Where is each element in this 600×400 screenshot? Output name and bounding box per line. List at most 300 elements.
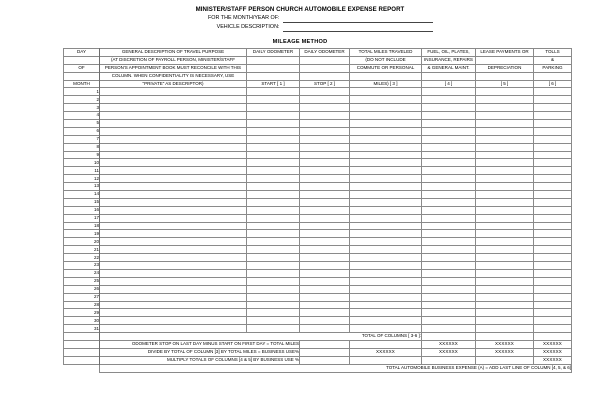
table-row	[64, 96, 572, 104]
entry-cell-odometer-stop[interactable]	[300, 325, 350, 333]
final-total-label: TOTAL AUTOMOBILE BUSINESS EXPENSE (A) = ADD LAST LINE OF COLUMN [4, 5, & 6]	[100, 364, 572, 372]
entry-cell-description[interactable]	[100, 254, 247, 262]
entry-cell-total-miles[interactable]	[350, 120, 422, 128]
entry-cell-tolls[interactable]	[534, 88, 572, 96]
entry-cell-tolls[interactable]	[534, 104, 572, 112]
entry-cell-tolls[interactable]	[534, 191, 572, 199]
entry-cell-total-miles[interactable]	[350, 277, 422, 285]
entry-cell-total-miles[interactable]	[350, 88, 422, 96]
entry-cell-tolls[interactable]	[534, 198, 572, 206]
method-title: MILEAGE METHOD	[272, 39, 328, 45]
entry-cell-fuel[interactable]	[422, 309, 476, 317]
entry-cell-fuel[interactable]	[422, 246, 476, 254]
entry-cell-fuel[interactable]	[422, 167, 476, 175]
summary-value-tolls[interactable]: XXXXXX	[534, 340, 572, 348]
entry-cell-fuel[interactable]	[422, 230, 476, 238]
entry-cell-total-miles[interactable]	[350, 269, 422, 277]
entry-cell-odometer-stop[interactable]	[300, 96, 350, 104]
day-number: 23	[64, 262, 100, 270]
summary-row	[64, 333, 572, 341]
entry-cell-lease[interactable]	[476, 104, 534, 112]
entry-cell-lease[interactable]	[476, 277, 534, 285]
entry-cell-odometer-start[interactable]	[247, 96, 300, 104]
entry-cell-lease[interactable]	[476, 246, 534, 254]
entry-cell-odometer-stop[interactable]	[300, 230, 350, 238]
entry-cell-odometer-stop[interactable]	[300, 191, 350, 199]
entry-cell-fuel[interactable]	[422, 238, 476, 246]
table-row	[64, 317, 572, 325]
entry-cell-total-miles[interactable]	[350, 309, 422, 317]
entry-cell-total-miles[interactable]	[350, 325, 422, 333]
summary-value-total-miles[interactable]: XXXXXX	[350, 348, 422, 356]
summary-value-fuel[interactable]	[422, 333, 476, 341]
header-cell-tolls: PARKING	[534, 64, 572, 72]
table-row	[64, 238, 572, 246]
entry-cell-fuel[interactable]	[422, 269, 476, 277]
entry-cell-odometer-start[interactable]	[247, 293, 300, 301]
entry-cell-odometer-start[interactable]	[247, 175, 300, 183]
entry-cell-description[interactable]	[100, 120, 247, 128]
entry-cell-fuel[interactable]	[422, 175, 476, 183]
entry-cell-odometer-start[interactable]	[247, 135, 300, 143]
table-header-row	[64, 49, 572, 57]
entry-cell-description[interactable]	[100, 175, 247, 183]
entry-cell-odometer-start[interactable]	[247, 230, 300, 238]
entry-cell-description[interactable]	[100, 96, 247, 104]
entry-cell-lease[interactable]	[476, 230, 534, 238]
entry-cell-total-miles[interactable]	[350, 222, 422, 230]
entry-cell-lease[interactable]	[476, 135, 534, 143]
summary-value-fuel[interactable]: XXXXXX	[422, 340, 476, 348]
entry-cell-tolls[interactable]	[534, 285, 572, 293]
entry-cell-total-miles[interactable]	[350, 159, 422, 167]
entry-cell-total-miles[interactable]	[350, 301, 422, 309]
entry-cell-lease[interactable]	[476, 183, 534, 191]
entry-cell-lease[interactable]	[476, 206, 534, 214]
entry-cell-lease[interactable]	[476, 325, 534, 333]
entry-cell-odometer-start[interactable]	[247, 183, 300, 191]
entry-cell-fuel[interactable]	[422, 285, 476, 293]
entry-cell-description[interactable]	[100, 309, 247, 317]
entry-cell-odometer-start[interactable]	[247, 262, 300, 270]
entry-cell-description[interactable]	[100, 159, 247, 167]
vehicle-description-input[interactable]	[283, 24, 433, 32]
entry-cell-total-miles[interactable]	[350, 143, 422, 151]
entry-cell-tolls[interactable]	[534, 293, 572, 301]
entry-cell-odometer-stop[interactable]	[300, 151, 350, 159]
entry-cell-tolls[interactable]	[534, 325, 572, 333]
page-title: MINISTER/STAFF PERSON CHURCH AUTOMOBILE EXPENSE REPORT	[195, 6, 405, 13]
entry-cell-fuel[interactable]	[422, 198, 476, 206]
summary-value-odometer-stop[interactable]	[300, 348, 350, 356]
summary-value-lease[interactable]	[476, 333, 534, 341]
summary-value-tolls[interactable]: XXXXXX	[534, 356, 572, 364]
entry-cell-lease[interactable]	[476, 254, 534, 262]
entry-cell-odometer-start[interactable]	[247, 88, 300, 96]
entry-cell-odometer-stop[interactable]	[300, 285, 350, 293]
summary-value-lease[interactable]: XXXXXX	[476, 348, 534, 356]
day-number: 15	[64, 198, 100, 206]
entry-cell-description[interactable]	[100, 104, 247, 112]
entry-cell-odometer-stop[interactable]	[300, 214, 350, 222]
table-header-row	[64, 56, 572, 64]
entry-cell-description[interactable]	[100, 222, 247, 230]
entry-cell-odometer-stop[interactable]	[300, 159, 350, 167]
summary-value-odometer-stop[interactable]	[300, 356, 350, 364]
header-cell-fuel: FUEL, OIL, PLATES,	[422, 49, 476, 57]
header-cell-lease: LEASE PAYMENTS OR	[476, 49, 534, 57]
entry-cell-odometer-start[interactable]	[247, 127, 300, 135]
entry-cell-odometer-stop[interactable]	[300, 175, 350, 183]
table-row	[64, 143, 572, 151]
entry-cell-description[interactable]	[100, 143, 247, 151]
day-number: 29	[64, 309, 100, 317]
header-cell-odometer-stop: DAILY ODOMETER	[300, 49, 350, 57]
entry-cell-odometer-stop[interactable]	[300, 135, 350, 143]
entry-cell-lease[interactable]	[476, 285, 534, 293]
entry-cell-fuel[interactable]	[422, 183, 476, 191]
entry-cell-odometer-stop[interactable]	[300, 309, 350, 317]
summary-day-spacer	[64, 340, 100, 348]
entry-cell-tolls[interactable]	[534, 246, 572, 254]
entry-cell-tolls[interactable]	[534, 175, 572, 183]
entry-cell-fuel[interactable]	[422, 96, 476, 104]
entry-cell-total-miles[interactable]	[350, 191, 422, 199]
day-number: 2	[64, 96, 100, 104]
entry-cell-odometer-start[interactable]	[247, 151, 300, 159]
entry-cell-description[interactable]	[100, 112, 247, 120]
entry-cell-total-miles[interactable]	[350, 183, 422, 191]
entry-cell-tolls[interactable]	[534, 206, 572, 214]
summary-value-tolls[interactable]	[534, 333, 572, 341]
entry-cell-fuel[interactable]	[422, 191, 476, 199]
entry-cell-description[interactable]	[100, 198, 247, 206]
entry-cell-odometer-start[interactable]	[247, 104, 300, 112]
entry-cell-tolls[interactable]	[534, 135, 572, 143]
day-number: 7	[64, 135, 100, 143]
entry-cell-lease[interactable]	[476, 127, 534, 135]
entry-cell-odometer-start[interactable]	[247, 206, 300, 214]
entry-cell-description[interactable]	[100, 238, 247, 246]
header-cell-odometer-start	[247, 72, 300, 80]
summary-value-total-miles[interactable]	[350, 356, 422, 364]
entry-cell-tolls[interactable]	[534, 159, 572, 167]
entry-cell-odometer-stop[interactable]	[300, 222, 350, 230]
summary-value-lease[interactable]: XXXXXX	[476, 340, 534, 348]
entry-cell-tolls[interactable]	[534, 317, 572, 325]
entry-cell-fuel[interactable]	[422, 301, 476, 309]
entry-cell-lease[interactable]	[476, 214, 534, 222]
entry-cell-lease[interactable]	[476, 269, 534, 277]
header-cell-odometer-stop	[300, 64, 350, 72]
entry-cell-description[interactable]	[100, 191, 247, 199]
entry-cell-odometer-start[interactable]	[247, 222, 300, 230]
entry-cell-fuel[interactable]	[422, 88, 476, 96]
entry-cell-odometer-start[interactable]	[247, 301, 300, 309]
entry-cell-fuel[interactable]	[422, 222, 476, 230]
entry-cell-odometer-stop[interactable]	[300, 183, 350, 191]
summary-row	[64, 356, 572, 364]
entry-cell-odometer-stop[interactable]	[300, 127, 350, 135]
entry-cell-tolls[interactable]	[534, 127, 572, 135]
entry-cell-odometer-start[interactable]	[247, 254, 300, 262]
entry-cell-odometer-start[interactable]	[247, 309, 300, 317]
entry-cell-odometer-stop[interactable]	[300, 104, 350, 112]
entry-cell-odometer-start[interactable]	[247, 191, 300, 199]
entry-cell-odometer-stop[interactable]	[300, 198, 350, 206]
entry-cell-odometer-stop[interactable]	[300, 88, 350, 96]
entry-cell-lease[interactable]	[476, 112, 534, 120]
month-year-label: FOR THE MONTH/YEAR OF:	[208, 15, 280, 21]
entry-cell-description[interactable]	[100, 301, 247, 309]
entry-cell-tolls[interactable]	[534, 167, 572, 175]
entry-cell-fuel[interactable]	[422, 325, 476, 333]
summary-value-fuel[interactable]: XXXXXX	[422, 348, 476, 356]
entry-cell-odometer-start[interactable]	[247, 143, 300, 151]
table-row	[64, 120, 572, 128]
mileage-table-wrap	[63, 48, 571, 373]
entry-cell-description[interactable]	[100, 214, 247, 222]
entry-cell-total-miles[interactable]	[350, 127, 422, 135]
entry-cell-odometer-stop[interactable]	[300, 254, 350, 262]
entry-cell-lease[interactable]	[476, 96, 534, 104]
entry-cell-lease[interactable]	[476, 175, 534, 183]
entry-cell-fuel[interactable]	[422, 127, 476, 135]
entry-cell-odometer-stop[interactable]	[300, 277, 350, 285]
month-year-input[interactable]	[283, 15, 433, 23]
entry-cell-odometer-stop[interactable]	[300, 246, 350, 254]
entry-cell-description[interactable]	[100, 151, 247, 159]
entry-cell-odometer-start[interactable]	[247, 214, 300, 222]
entry-cell-fuel[interactable]	[422, 120, 476, 128]
entry-cell-tolls[interactable]	[534, 254, 572, 262]
day-number: 26	[64, 285, 100, 293]
entry-cell-tolls[interactable]	[534, 262, 572, 270]
entry-cell-total-miles[interactable]	[350, 206, 422, 214]
entry-cell-total-miles[interactable]	[350, 262, 422, 270]
month-year-field-row	[0, 14, 600, 23]
table-header-row	[64, 72, 572, 80]
entry-cell-tolls[interactable]	[534, 143, 572, 151]
header-cell-fuel: INSURANCE, REPAIRS	[422, 56, 476, 64]
entry-cell-fuel[interactable]	[422, 293, 476, 301]
entry-cell-odometer-start[interactable]	[247, 246, 300, 254]
header-cell-odometer-stop	[300, 72, 350, 80]
table-row	[64, 151, 572, 159]
header-cell-total-miles: COMMUTE OR PERSONAL	[350, 64, 422, 72]
entry-cell-tolls[interactable]	[534, 309, 572, 317]
entry-cell-total-miles[interactable]	[350, 175, 422, 183]
table-row	[64, 309, 572, 317]
entry-cell-lease[interactable]	[476, 143, 534, 151]
header-cell-description: "PRIVATE" AS DESCRIPTOR)	[100, 80, 247, 88]
entry-cell-fuel[interactable]	[422, 135, 476, 143]
entry-cell-description[interactable]	[100, 230, 247, 238]
entry-cell-fuel[interactable]	[422, 262, 476, 270]
entry-cell-description[interactable]	[100, 135, 247, 143]
entry-cell-odometer-stop[interactable]	[300, 317, 350, 325]
entry-cell-description[interactable]	[100, 293, 247, 301]
entry-cell-description[interactable]	[100, 317, 247, 325]
summary-row	[64, 348, 572, 356]
entry-cell-description[interactable]	[100, 325, 247, 333]
entry-cell-lease[interactable]	[476, 317, 534, 325]
day-number: 1	[64, 88, 100, 96]
entry-cell-description[interactable]	[100, 269, 247, 277]
entry-cell-odometer-stop[interactable]	[300, 301, 350, 309]
header-cell-description: GENERAL DESCRIPTION OF TRAVEL PURPOSE	[100, 49, 247, 57]
entry-cell-total-miles[interactable]	[350, 104, 422, 112]
entry-cell-tolls[interactable]	[534, 222, 572, 230]
entry-cell-description[interactable]	[100, 167, 247, 175]
summary-value-odometer-stop[interactable]	[300, 340, 350, 348]
day-number: 3	[64, 104, 100, 112]
entry-cell-tolls[interactable]	[534, 96, 572, 104]
header-cell-tolls	[534, 72, 572, 80]
entry-cell-total-miles[interactable]	[350, 112, 422, 120]
entry-cell-total-miles[interactable]	[350, 198, 422, 206]
header-cell-day: MONTH	[64, 80, 100, 88]
entry-cell-tolls[interactable]	[534, 120, 572, 128]
entry-cell-odometer-start[interactable]	[247, 120, 300, 128]
header-cell-total-miles: TOTAL MILES TRAVELED	[350, 49, 422, 57]
entry-cell-odometer-start[interactable]	[247, 269, 300, 277]
entry-cell-odometer-start[interactable]	[247, 167, 300, 175]
entry-cell-tolls[interactable]	[534, 230, 572, 238]
entry-cell-fuel[interactable]	[422, 151, 476, 159]
entry-cell-odometer-start[interactable]	[247, 112, 300, 120]
entry-cell-total-miles[interactable]	[350, 135, 422, 143]
entry-cell-lease[interactable]	[476, 301, 534, 309]
entry-cell-tolls[interactable]	[534, 214, 572, 222]
day-number: 31	[64, 325, 100, 333]
final-total-row	[64, 364, 572, 372]
entry-cell-lease[interactable]	[476, 167, 534, 175]
summary-value-fuel[interactable]	[422, 356, 476, 364]
entry-cell-total-miles[interactable]	[350, 246, 422, 254]
entry-cell-description[interactable]	[100, 183, 247, 191]
entry-cell-odometer-start[interactable]	[247, 325, 300, 333]
entry-cell-odometer-stop[interactable]	[300, 238, 350, 246]
entry-cell-fuel[interactable]	[422, 317, 476, 325]
entry-cell-fuel[interactable]	[422, 206, 476, 214]
entry-cell-lease[interactable]	[476, 198, 534, 206]
entry-cell-tolls[interactable]	[534, 183, 572, 191]
header-cell-description: COLUMN. WHEN CONFIDENTIALITY IS NECESSARY, USE	[100, 72, 247, 80]
header-cell-odometer-start: START [ 1 ]	[247, 80, 300, 88]
entry-cell-odometer-stop[interactable]	[300, 269, 350, 277]
entry-cell-odometer-stop[interactable]	[300, 262, 350, 270]
day-number: 30	[64, 317, 100, 325]
entry-cell-odometer-stop[interactable]	[300, 112, 350, 120]
entry-cell-tolls[interactable]	[534, 238, 572, 246]
entry-cell-description[interactable]	[100, 277, 247, 285]
entry-cell-odometer-start[interactable]	[247, 277, 300, 285]
entry-cell-tolls[interactable]	[534, 277, 572, 285]
entry-cell-odometer-start[interactable]	[247, 285, 300, 293]
summary-day-spacer	[64, 356, 100, 364]
entry-cell-description[interactable]	[100, 206, 247, 214]
entry-cell-total-miles[interactable]	[350, 293, 422, 301]
entry-cell-odometer-stop[interactable]	[300, 143, 350, 151]
entry-cell-lease[interactable]	[476, 151, 534, 159]
entry-cell-lease[interactable]	[476, 191, 534, 199]
day-number: 10	[64, 159, 100, 167]
day-number: 24	[64, 269, 100, 277]
entry-cell-description[interactable]	[100, 285, 247, 293]
entry-cell-odometer-start[interactable]	[247, 238, 300, 246]
entry-cell-lease[interactable]	[476, 222, 534, 230]
entry-cell-odometer-stop[interactable]	[300, 167, 350, 175]
entry-cell-odometer-stop[interactable]	[300, 120, 350, 128]
entry-cell-tolls[interactable]	[534, 301, 572, 309]
entry-cell-odometer-start[interactable]	[247, 317, 300, 325]
table-row	[64, 285, 572, 293]
entry-cell-tolls[interactable]	[534, 151, 572, 159]
entry-cell-total-miles[interactable]	[350, 238, 422, 246]
entry-cell-total-miles[interactable]	[350, 167, 422, 175]
table-row	[64, 293, 572, 301]
entry-cell-total-miles[interactable]	[350, 285, 422, 293]
entry-cell-lease[interactable]	[476, 238, 534, 246]
entry-cell-description[interactable]	[100, 246, 247, 254]
entry-cell-description[interactable]	[100, 88, 247, 96]
entry-cell-lease[interactable]	[476, 293, 534, 301]
summary-value-lease[interactable]	[476, 356, 534, 364]
entry-cell-fuel[interactable]	[422, 254, 476, 262]
table-row	[64, 191, 572, 199]
table-row	[64, 159, 572, 167]
header-cell-odometer-start	[247, 56, 300, 64]
entry-cell-tolls[interactable]	[534, 112, 572, 120]
header-cell-description: PERSON'S APPOINTMENT BOOK MUST RECONCILE WITH THIS	[100, 64, 247, 72]
header-cell-odometer-start	[247, 64, 300, 72]
entry-cell-description[interactable]	[100, 127, 247, 135]
entry-cell-odometer-stop[interactable]	[300, 293, 350, 301]
entry-cell-total-miles[interactable]	[350, 151, 422, 159]
entry-cell-description[interactable]	[100, 262, 247, 270]
entry-cell-odometer-start[interactable]	[247, 198, 300, 206]
entry-cell-total-miles[interactable]	[350, 254, 422, 262]
entry-cell-lease[interactable]	[476, 262, 534, 270]
entry-cell-lease[interactable]	[476, 309, 534, 317]
entry-cell-odometer-stop[interactable]	[300, 206, 350, 214]
entry-cell-fuel[interactable]	[422, 104, 476, 112]
summary-value-tolls[interactable]: XXXXXX	[534, 348, 572, 356]
entry-cell-total-miles[interactable]	[350, 96, 422, 104]
table-row	[64, 214, 572, 222]
entry-cell-total-miles[interactable]	[350, 214, 422, 222]
summary-value-total-miles[interactable]	[350, 340, 422, 348]
table-row	[64, 135, 572, 143]
entry-cell-fuel[interactable]	[422, 143, 476, 151]
entry-cell-fuel[interactable]	[422, 277, 476, 285]
day-number: 13	[64, 183, 100, 191]
entry-cell-fuel[interactable]	[422, 112, 476, 120]
table-header-row	[64, 64, 572, 72]
header-cell-day	[64, 72, 100, 80]
entry-cell-tolls[interactable]	[534, 269, 572, 277]
entry-cell-fuel[interactable]	[422, 159, 476, 167]
entry-cell-lease[interactable]	[476, 159, 534, 167]
entry-cell-total-miles[interactable]	[350, 230, 422, 238]
entry-cell-fuel[interactable]	[422, 214, 476, 222]
entry-cell-odometer-start[interactable]	[247, 159, 300, 167]
entry-cell-lease[interactable]	[476, 88, 534, 96]
entry-cell-total-miles[interactable]	[350, 317, 422, 325]
entry-cell-lease[interactable]	[476, 120, 534, 128]
day-number: 17	[64, 214, 100, 222]
